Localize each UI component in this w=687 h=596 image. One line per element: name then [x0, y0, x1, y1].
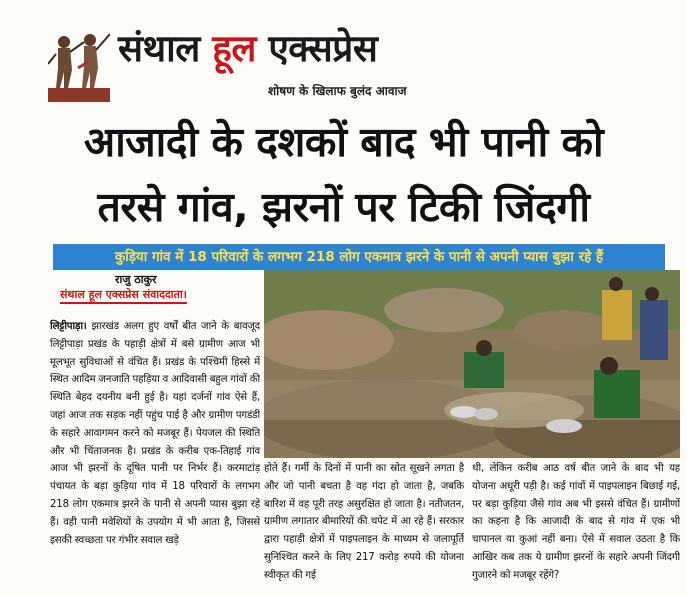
article-col1-text: झारखंड अलग हुए वर्षों बीत जाने के बावजूद लिट्टीपाड़ा प्रखंड के पहाड़ी क्षेत्रों में बसे ग्रामीण आज भी मूलभूत सुविधाओं से वंचित हैं। प्रखंड के पश्चिमी हिस्से में स्थित आदिम जनजाति पहड़िया व आदिवासी बहुल गांवों की स्थिति बेहद दयनीय बनी हुई है। यहां दर्जनों गांव ऐसे हैं, जहां आज तक सड़क नहीं पहुंच पाई है और ग्रामीण पगडंडी के सहारे आवागमन करने को मजबूर हैं। पेयजल की स्थिति और भी चिंताजनक है। प्रखंड के करीब एक-तिहाई गांव आज भी झरनों के दूषित पानी पर निर्भर हैं। करमाटांड़ पंचायत के बड़ा कुड़िया गांव में 18 परिवारों के लगभग 218 लोग एकमात्र झरने के पानी से अपनी प्यास बुझा रहे हैं। वही पानी मवेशियों के उपयोग में भी आता है, जिससे इसकी स्वच्छता पर गंभीर सवाल खड़े: [50, 321, 260, 546]
article-dateline: लिट्टीपाड़ा।: [50, 321, 87, 332]
brand-tagline: शोषण के खिलाफ बुलंद आवाज: [268, 84, 407, 98]
article-column-3: थी, लेकिन करीब आठ वर्ष बीत जाने के बाद भी यह योजना अधूरी पड़ी है। कई गांवों में पाइपलाइन बिछाई गई, पर बड़ा कुड़िया जैसे गांव अब भी इससे वंचित हैं। ग्रामीणों का कहना है कि आजादी के बाद से गांव में एक भी चापानल या कुआं नहीं बना। ऐसे में सवाल उठता है कि आखिर कब तक ये ग्रामीण झरनों के सहारे अपनी जिंदगी गुजारने को मजबूर रहेंगे?: [472, 463, 680, 581]
brand-word-3: एक्सप्रेस: [268, 26, 378, 70]
masthead: [0, 0, 687, 108]
headline-line-2: तरसे गांव, झरनों पर टिकी जिंदगी: [97, 183, 590, 231]
brand-title: [118, 26, 378, 70]
brand-word-2: हूल: [212, 26, 256, 70]
article-column-2: होते हैं। गर्मी के दिनों में पानी का स्रोत सूखने लगता है और जो पानी बचता है वह गंदा हो जाता है, जबकि बारिश में वह पूरी तरह असुरक्षित हो जाता है। नतीजतन, ग्रामीण लगातार बीमारियों की चपेट में आ रहे हैं। सरकार द्वारा पहाड़ी क्षेत्रों में पाइपलाइन के माध्यम से जलापूर्ति सुनिश्चित करने के लिए 217 करोड़ रुपये की योजना स्वीकृत की गई: [264, 463, 464, 581]
headline-line-1: आजादी के दशकों बाद भी पानी को: [83, 118, 604, 166]
brand-word-1: संथाल: [118, 26, 200, 70]
byline-role: संथाल हूल एक्सप्रेस संवाददाता।: [60, 287, 187, 304]
tribal-warriors-logo-icon: [48, 28, 110, 102]
byline-name: राजु ठाकुर: [115, 273, 157, 286]
subheadline-banner: कुड़िया गांव में 18 परिवारों के लगभग 218 लोग एकमात्र झरने के पानी से अपनी प्यास बुझा रहे हैं: [53, 244, 665, 270]
article-column-1: [50, 318, 260, 594]
village-women-collecting-water-at-spring-photo-icon: [264, 270, 680, 458]
